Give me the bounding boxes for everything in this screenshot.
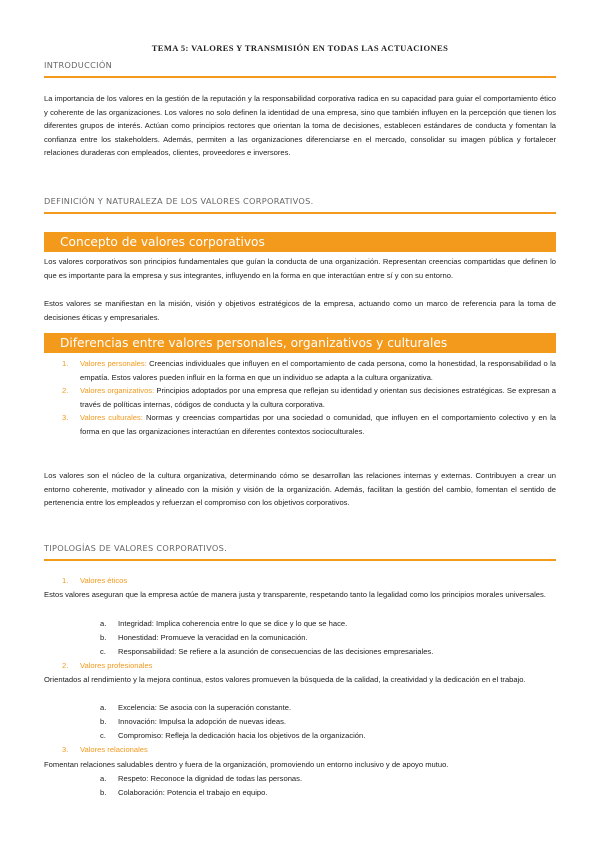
section-heading-definicion: DEFINICIÓN Y NATURALEZA DE LOS VALORES CORPORATIVOS. xyxy=(44,196,556,214)
document-title: TEMA 5: VALORES Y TRANSMISIÓN EN TODAS LAS ACTUACIONES xyxy=(151,43,449,53)
concept-paragraph-1: Los valores corporativos son principios fundamentales que guían la conducta de una organización. Representan creencias compartidas que definen lo que es importante para la empresa y sus integrantes, influyendo en la forma en que interactúan entre sí y con su entorno. xyxy=(44,257,556,280)
banner-concepto: Concepto de valores corporativos xyxy=(44,232,556,252)
sub-item xyxy=(44,715,556,729)
section-heading-introduccion: INTRODUCCIÓN xyxy=(44,60,556,78)
sub-item xyxy=(44,786,556,800)
sub-letter: b. xyxy=(100,717,107,726)
sub-letter: a. xyxy=(100,703,107,712)
diff-label: Valores culturales: xyxy=(80,413,143,423)
sub-text: Colaboración: Potencia el trabajo en equipo. xyxy=(118,788,268,797)
sub-text: Integridad: Implica coherencia entre lo que se dice y lo que se hace. xyxy=(118,619,348,628)
sub-letter: c. xyxy=(100,731,106,740)
diff-number: 3. xyxy=(62,413,69,423)
diff-text: Creencias individuales que influyen en el comportamiento de cada persona, como la honestidad, la responsabilidad o la empatía. Estos valores pueden influir en la forma en que un individuo se adapta a la cultura organizativa. xyxy=(80,359,556,382)
closing-paragraph: Los valores son el núcleo de la cultura organizativa, determinando cómo se desarrollan las relaciones internas y externas. Contribuyen a crear un entorno coherente, motivador y alineado con la misión y visión de la organización. Además, facilitan la gestión del cambio, fomentan el sentido de pertenencia entre los empleados y refuerzan el compromiso con los objetivos corporativos. xyxy=(44,471,556,508)
type-title: Valores relacionales xyxy=(80,745,148,754)
sub-item xyxy=(44,617,556,631)
sub-item xyxy=(44,645,556,659)
sub-text: Responsabilidad: Se refiere a la asunción de consecuencias de las decisiones empresariales. xyxy=(118,647,434,656)
sub-letter: b. xyxy=(100,788,107,797)
diff-number: 2. xyxy=(62,386,69,396)
diff-text: Principios adoptados por una empresa que reflejan su identidad y orientan sus decisiones estratégicas. Se expresan a través de políticas internas, códigos de conducta y la cultura corporativa. xyxy=(80,386,556,409)
sub-text: Honestidad: Promueve la veracidad en la comunicación. xyxy=(118,633,308,642)
type-heading-relacionales xyxy=(44,743,556,757)
section-heading-tipologias: TIPOLOGÍAS DE VALORES CORPORATIVOS. xyxy=(44,543,556,561)
diff-number: 1. xyxy=(62,359,69,368)
type-heading-eticos xyxy=(44,574,556,588)
diff-text: Normas y creencias compartidas por una sociedad o comunidad, que influyen en el comportamiento colectivo y en la forma en que las organizaciones interactúan en diferentes contextos socioculturales. xyxy=(80,413,556,436)
sub-letter: c. xyxy=(100,647,106,656)
concept-paragraph-2: Estos valores se manifiestan en la misión, visión y objetivos estratégicos de la empresa, actuando como un marco de referencia para la toma de decisiones éticas y empresariales. xyxy=(44,299,556,322)
sub-text: Innovación: Impulsa la adopción de nuevas ideas. xyxy=(118,717,287,726)
sub-item xyxy=(44,772,556,786)
intro-paragraph: La importancia de los valores en la gestión de la reputación y la responsabilidad corporativa radica en su capacidad para guiar el comportamiento ético y coherente de las organizaciones. Los valores no solo definen la identidad de una empresa, sino que también influyen en la percepción que tienen los diferentes grupos de interés. Actúan como principios rectores que orientan la toma de decisiones, establecen estándares de conducta y fomentan la confianza entre los stakeholders. Además, permiten a las organizaciones diferenciarse en el mercado, consolidar su imagen pública y fortalecer relaciones duraderas con empleados, clientes, proveedores e inversores. xyxy=(44,94,556,158)
type-heading-profesionales xyxy=(44,659,556,673)
type-number: 1. xyxy=(62,576,69,585)
type-description: Orientados al rendimiento y la mejora continua, estos valores promueven la búsqueda de la calidad, la creatividad y la dedicación en el trabajo. xyxy=(44,675,526,684)
diff-label: Valores personales: xyxy=(80,359,147,368)
diff-item-culturales xyxy=(44,411,556,438)
sub-text: Compromiso: Refleja la dedicación hacia los objetivos de la organización. xyxy=(118,731,366,740)
sub-letter: a. xyxy=(100,619,107,628)
type-number: 3. xyxy=(62,745,69,754)
type-description: Fomentan relaciones saludables dentro y fuera de la organización, promoviendo un entorno inclusivo y de apoyo mutuo. xyxy=(44,760,449,769)
type-number: 2. xyxy=(62,661,69,670)
sub-letter: b. xyxy=(100,633,107,642)
diff-item-organizativos xyxy=(44,384,556,411)
diff-list xyxy=(44,357,556,439)
diff-item-personales xyxy=(44,357,556,384)
sub-text: Respeto: Reconoce la dignidad de todas las personas. xyxy=(118,774,303,783)
sub-item xyxy=(44,631,556,645)
sub-item xyxy=(44,701,556,715)
sub-letter: a. xyxy=(100,774,107,783)
type-title: Valores éticos xyxy=(80,576,128,585)
sub-text: Excelencia: Se asocia con la superación constante. xyxy=(118,703,292,712)
sub-item xyxy=(44,729,556,743)
diff-label: Valores organizativos: xyxy=(80,386,155,396)
banner-diferencias: Diferencias entre valores personales, organizativos y culturales xyxy=(44,333,556,353)
type-title: Valores profesionales xyxy=(80,661,153,670)
type-description: Estos valores aseguran que la empresa actúe de manera justa y transparente, respetando tanto la legalidad como los principios morales universales. xyxy=(44,590,546,599)
